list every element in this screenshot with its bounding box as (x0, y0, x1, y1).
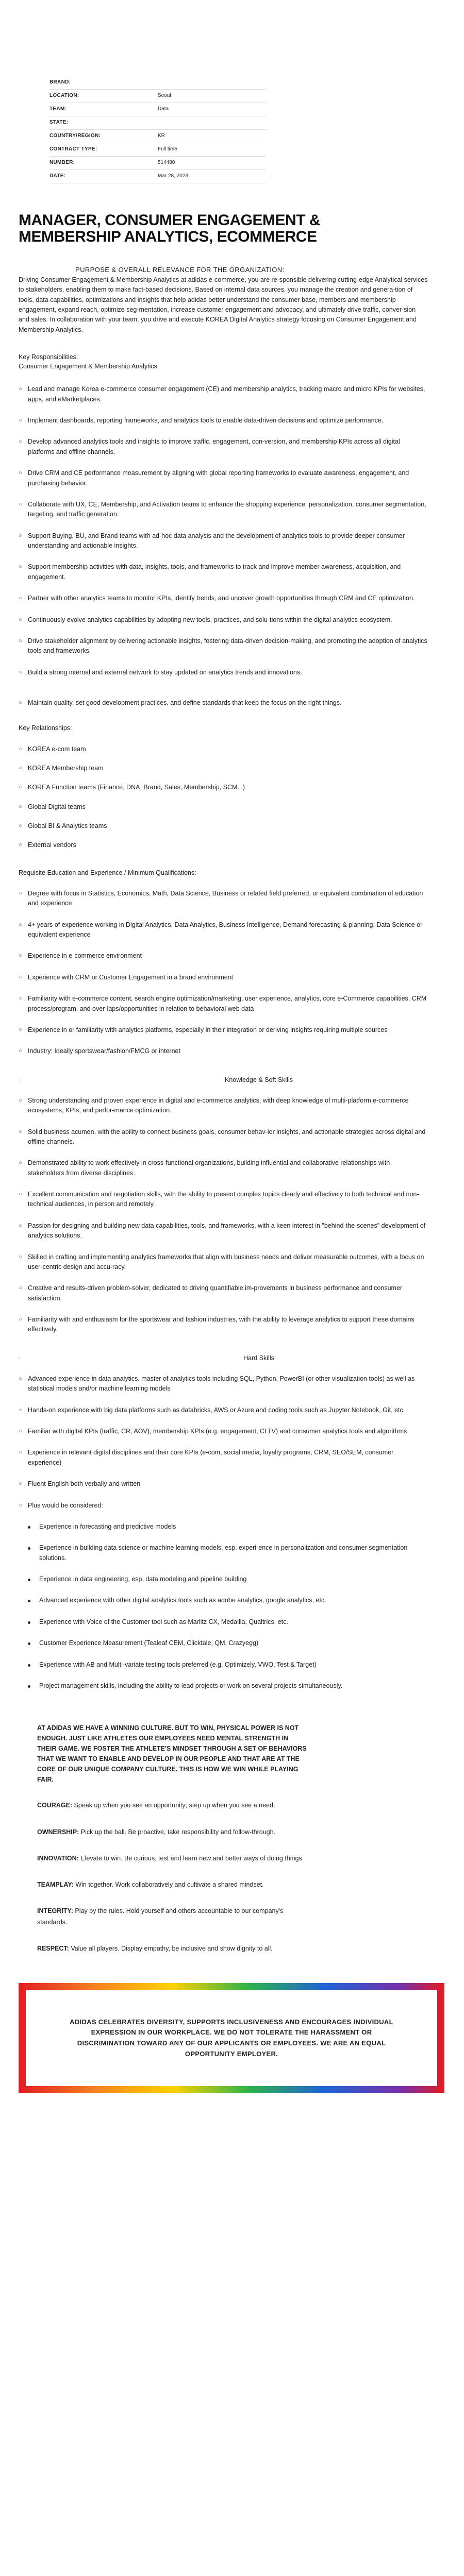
bullet-icon: ○ (19, 386, 22, 393)
list-item: ○ Develop advanced analytics tools and insights to improve traffic, engagement, con-version, and membership KPIs across all digital platforms and offline channels. (19, 438, 400, 455)
list-item: ○ Continuously evolve analytics capabilities by adopting new tools, practices, and solu-tions within the digital analytics ecosystem. (19, 615, 428, 625)
list-item: ○ Partner with other analytics teams to monitor KPIs, identify trends, and uncover growth opportunities through CRM and CE optimization. (19, 594, 428, 603)
meta-value: Full time (158, 146, 177, 152)
value-text: Pick up the ball. Be proactive, take responsibility and follow-through. (80, 1828, 276, 1836)
meta-label: BRAND: (49, 79, 71, 86)
culture-section (19, 1723, 307, 1954)
meta-value: 514480 (158, 160, 175, 166)
list-item: ○ Strong understanding and proven experience in digital and e-commerce analytics, with deep knowledge of multi-platform e-commerce ecosystems, KPIs, and perfor-mance optimization. (19, 1096, 409, 1114)
meta-label: STATE: (49, 120, 69, 126)
bullet-icon: ○ (19, 700, 22, 706)
meta-label: COUNTRY/REGION: (49, 133, 101, 139)
list-item: Experience in data engineering, esp. data modeling and pipeline building (19, 1574, 428, 1584)
bullet-icon (28, 1660, 39, 1670)
bullet-icon: ○ (19, 953, 22, 959)
meta-label: TEAM: (49, 106, 67, 112)
list-item: Experience with Voice of the Customer tool such as Marlitz CX, Medallia, Qualtrics, etc. (19, 1617, 428, 1627)
value-integrity (37, 1906, 307, 1928)
value-respect (37, 1943, 307, 1954)
diversity-banner (19, 1983, 444, 2093)
bullet-icon (28, 1596, 39, 1605)
bullet-icon: ○ (19, 823, 22, 829)
bullet-icon: ○ (19, 765, 22, 771)
value-text: Value all players. Display empathy, be inclusive and show dignity to all. (71, 1944, 273, 1952)
list-item: ○ Advanced experience in data analytics, master of analytics tools including SQL, Python, PowerBI (or other visualization tools) as well as statistical models and/or machine learning models (19, 1375, 415, 1393)
list-item: ○ Global Digital teams (19, 802, 428, 812)
list-item: Experience with AB and Multi-variate testing tools preferred (e.g. Optimizely, VWO, Test & Target) (19, 1660, 428, 1670)
hard-skills-heading: Hard Skills (243, 1354, 274, 1362)
bullet-icon: ○ (19, 616, 22, 623)
bullet-icon: ○ (19, 669, 22, 675)
bullet-icon: ○ (19, 532, 22, 539)
relationships-list (19, 744, 428, 851)
bullet-icon (28, 1638, 39, 1648)
bullet-icon: ○ (19, 890, 22, 896)
knowledge-heading: Knowledge & Soft Skills (224, 1076, 293, 1083)
value-courage (37, 1800, 307, 1811)
bullet-icon: · (19, 1076, 21, 1083)
meta-value: Seoul (158, 93, 171, 99)
bullet-icon: ○ (19, 1097, 22, 1104)
bullet-icon: ○ (19, 438, 22, 445)
value-ownership (37, 1827, 307, 1838)
bullet-icon: ○ (19, 1026, 22, 1033)
list-item: ○ Creative and results-driven problem-solver, dedicated to driving quantifiable im-provements in business performance and consumer satisfaction. (19, 1284, 403, 1302)
list-item: ○ Build a strong internal and external network to stay updated on analytics trends and innovations. (19, 668, 428, 677)
list-item: ○ Maintain quality, set good development practices, and define standards that keep the focus on the right things. (19, 698, 428, 708)
bullet-icon: ○ (19, 637, 22, 644)
bullet-icon: ○ (19, 1222, 22, 1229)
value-text: Elevate to win. Be curious, test and learn new and better ways of doing things. (80, 1854, 304, 1862)
bullet-icon: ○ (19, 417, 22, 424)
meta-value: KR (158, 133, 165, 139)
value-text: Play by the rules. Hold yourself and others accountable to our company's standards. (37, 1907, 284, 1926)
bullet-icon: ○ (19, 974, 22, 980)
list-item: ○ Fluent English both verbally and written (19, 1479, 428, 1489)
list-item: ○ KOREA Membership team (19, 764, 428, 773)
list-item: ○ Lead and manage Korea e-commerce consumer engagement (CE) and membership analytics, tracking macro and micro KPIs for websites, apps, and eMarketplaces. (19, 385, 425, 403)
plus-list (19, 1522, 428, 1691)
requisites-list (19, 889, 428, 1057)
requisite-heading: Requisite Education and Experience / Minimum Qualifications: (19, 869, 196, 876)
knowledge-list (19, 1096, 428, 1335)
list-item: ○ Familiarity with e-commerce content, search engine optimization/marketing, user experience, analytics, core e-Commerce capabilities, CRM process/program, and over-laps/opportunities in relation to behavioral web data (19, 995, 427, 1012)
meta-label: CONTRACT TYPE: (49, 146, 97, 152)
bullet-icon: ○ (19, 1160, 22, 1166)
culture-statement: AT ADIDAS WE HAVE A WINNING CULTURE. BUT TO WIN, PHYSICAL POWER IS NOT ENOUGH. JUST LIKE ATHLETES OUR EMPLOYEES NEED MENTAL STRENGTH IN THEIR GAME. WE FOSTER THE ATHLETE'S MINDSET THROUGH A SET OF BEHAVIORS THAT WE WANT TO ENABLE AND DEVELOP IN OUR PEOPLE AND THAT ARE AT THE CORE OF OUR UNIQUE COMPANY CULTURE. THIS IS HOW WE WIN WHILE PLAYING FAIR. (37, 1724, 307, 1784)
bullet-icon: ○ (19, 564, 22, 570)
hard-skills-heading-row (19, 1353, 428, 1363)
value-name: INNOVATION: (37, 1854, 79, 1862)
list-item: Advanced experience with other digital analytics tools such as adobe analytics, google analytics, etc. (19, 1596, 428, 1605)
bullet-icon: ○ (19, 1253, 22, 1260)
value-name: INTEGRITY: (37, 1907, 73, 1915)
value-name: OWNERSHIP: (37, 1828, 79, 1836)
bullet-icon (28, 1522, 39, 1532)
list-item: Customer Experience Measurement (Tealeaf CEM, Clicktale, QM, Crazyegg) (19, 1638, 428, 1648)
list-item: ○ Hands-on experience with big data platforms such as databricks, AWS or Azure and coding tools such as Jupyter Notebook, Git, etc. (19, 1405, 428, 1415)
responsibilities-list (19, 384, 428, 708)
bullet-icon: ○ (19, 1406, 22, 1413)
list-item: ○ Collaborate with UX, CE, Membership, and Activation teams to enhance the shopping experience, personalization, consumer segmentation, targeting, and traffic generation. (19, 500, 426, 518)
bullet-icon: ○ (19, 470, 22, 477)
list-item: ○ 4+ years of experience working in Digital Analytics, Data Analytics, Business Intelligence, Demand forecasting & planning, Data Science or equivalent experience (19, 921, 423, 939)
bullet-icon: ○ (19, 1191, 22, 1198)
list-item: ○ Familiar with digital KPIs (traffic, CR, AOV), membership KPIs (e.g. engagement, CLTV) and consumer analytics tools and algorithms (19, 1427, 428, 1436)
list-item: ○ Drive CRM and CE performance measurement by aligning with global reporting frameworks to evaluate awareness, engagement, and purchasing behavior. (19, 469, 409, 487)
meta-row (49, 103, 266, 116)
diversity-banner-inner (26, 1990, 437, 2086)
list-item: ○ External vendors (19, 840, 428, 850)
meta-value: Mar 28, 2023 (158, 173, 188, 179)
bullet-icon: ○ (19, 1449, 22, 1456)
bullet-icon: ○ (19, 1502, 22, 1509)
list-item: ○ Passion for designing and building new data capabilities, tools, and frameworks, with a keen interest in "behind-the-scenes" development of analytics solutions. (19, 1222, 426, 1240)
meta-row (49, 116, 266, 130)
list-item: ○ Experience with CRM or Customer Engagement in a brand environment (19, 973, 428, 982)
bullet-icon: ○ (19, 745, 22, 752)
bullet-icon: ○ (19, 1048, 22, 1055)
list-item: ○ Demonstrated ability to work effectively in cross-functional organizations, building influential and collaborative relationships with stakeholders from diverse disciplines. (19, 1159, 390, 1177)
list-item: Experience in forecasting and predictive models (19, 1522, 428, 1532)
meta-label: NUMBER: (49, 160, 75, 166)
responsibilities-subheading: Consumer Engagement & Membership Analytics: (19, 363, 159, 370)
list-item: ○ Plus would be considered: (19, 1501, 428, 1511)
list-item: ○ Solid business acumen, with the ability to connect business goals, consumer behav-ior insights, and actionable strategies across digital and offline channels. (19, 1128, 426, 1145)
purpose-heading: PURPOSE & OVERALL RELEVANCE FOR THE ORGANIZATION: (75, 266, 285, 274)
value-text: Speak up when you see an opportunity; step up when you see a need. (74, 1802, 275, 1809)
bullet-icon: · (19, 1354, 21, 1362)
bullet-icon: ○ (19, 1316, 22, 1323)
knowledge-heading-row (19, 1075, 428, 1084)
bullet-icon: ○ (19, 784, 22, 791)
purpose-text: Driving Consumer Engagement & Membership Analytics at adidas e-commerce, you are re-sponsible delivering cutting-edge Analytical services to stakeholders, enabling them to make fact-based decisions. Based on internal data sources, you manage the creation and genera-tion of tools, data capabilities, optimizations and insights that help adidas better understand the consumer base, members and membership engagement, expand reach, optimize seg-mentation, increase customer engagement and advocacy, and ultimately drive traffic, conver-sion and sales. In collaboration with your team, you drive and execute KOREA Digital Analytics strategy focusing on Consumer Engagement and Membership Analytics. (19, 276, 428, 333)
bullet-icon: ○ (19, 1128, 22, 1135)
job-meta-table (49, 76, 266, 183)
bullet-icon (28, 1617, 39, 1627)
list-item: ○ Industry: Ideally sportswear/fashion/FMCG or internet (19, 1046, 428, 1056)
value-name: TEAMPLAY: (37, 1881, 74, 1889)
value-name: RESPECT: (37, 1944, 69, 1952)
list-item: ○ Excellent communication and negotiation skills, with the ability to present complex topics clearly and effectively to both technical and non-technical audiences, in person and remotely. (19, 1191, 419, 1208)
bullet-icon (28, 1681, 39, 1691)
list-item: ○ KOREA e-com team (19, 744, 428, 754)
list-item: ○ Experience in e-commerce environment (19, 951, 428, 961)
bullet-icon: ○ (19, 1428, 22, 1435)
list-item: ○ Skilled in crafting and implementing analytics frameworks that align with business needs and deliver measurable outcomes, with a focus on user-centric design and accu-racy. (19, 1253, 424, 1270)
meta-row (49, 76, 266, 90)
bullet-icon: ○ (19, 501, 22, 507)
bullet-icon: ○ (19, 995, 22, 1002)
list-item: ○ Experience in or familiarity with analytics platforms, especially in their integration or deriving insights requiring multiple sources (19, 1025, 428, 1035)
bullet-icon: ○ (19, 1285, 22, 1292)
list-item: ○ Global BI & Analytics teams (19, 821, 428, 831)
list-item: ○ Familiarity with and enthusiasm for the sportswear and fashion industries, with the ability to leverage analytics to support these domains effectively. (19, 1316, 415, 1333)
bullet-icon (28, 1543, 39, 1553)
value-teamplay (37, 1879, 307, 1890)
meta-row (49, 90, 266, 103)
meta-label: DATE: (49, 173, 66, 179)
value-innovation (37, 1853, 307, 1864)
hard-skills-list (19, 1374, 428, 1511)
meta-value: Data (158, 106, 169, 112)
list-item: Experience in building data science or machine learning models, esp. experi-ence in personalization and consumer segmentation solutions. (19, 1543, 428, 1563)
meta-label: LOCATION: (49, 93, 79, 99)
list-item: ○ Experience in relevant digital disciplines and their core KPIs (e-com, social media, loyalty programs, CRM, SEO/SEM, consumer experience) (19, 1449, 394, 1466)
meta-row (49, 157, 266, 170)
list-item: ○ KOREA Function teams (Finance, DNA, Brand, Sales, Membership, SCM...) (19, 783, 428, 792)
bullet-icon: ○ (19, 1481, 22, 1487)
responsibilities-heading: Key Responsibilities: (19, 353, 78, 361)
list-item: ○ Support Buying, BU, and Brand teams with ad-hoc data analysis and the development of analytics tools to provide deeper consumer understanding and actionable insights. (19, 532, 405, 550)
bullet-icon: ○ (19, 803, 22, 810)
value-text: Win together. Work collaboratively and cultivate a shared mindset. (75, 1881, 264, 1889)
list-item: ○ Drive stakeholder alignment by delivering actionable insights, fostering data-driven decision-making, and promoting the adoption of analytics tools and frameworks. (19, 637, 427, 655)
bullet-icon: ○ (19, 842, 22, 849)
bullet-icon: ○ (19, 1375, 22, 1382)
list-item: ○ Degree with focus in Statistics, Economics, Math, Data Science, Business or related field preferred, or equivalent combination of education and experience (19, 889, 423, 907)
meta-row (49, 143, 266, 157)
meta-row (49, 130, 266, 143)
meta-row (49, 170, 266, 183)
diversity-statement: ADIDAS CELEBRATES DIVERSITY, SUPPORTS INCLUSIVENESS AND ENCOURAGES INDIVIDUAL EXPRESSION IN OUR WORKPLACE. WE DO NOT TOLERATE THE HARASSMENT OR DISCRIMINATION TOWARD ANY OF OUR APPLICANTS OR EMPLOYEES. WE ARE AN EQUAL OPPORTUNITY EMPLOYER. (70, 2018, 393, 2058)
list-item: ○ Support membership activities with data, insights, tools, and frameworks to track and improve member awareness, acquisition, and engagement. (19, 563, 401, 581)
bullet-icon (28, 1574, 39, 1584)
relationships-heading: Key Relationships: (19, 724, 72, 732)
list-item: Project management skills, including the ability to lead projects or work on several projects simultaneously. (19, 1681, 428, 1691)
bullet-icon: ○ (19, 595, 22, 602)
bullet-icon: ○ (19, 921, 22, 928)
list-item: ○ Implement dashboards, reporting frameworks, and analytics tools to enable data-driven decisions and optimize performance. (19, 416, 428, 426)
value-name: COURAGE: (37, 1802, 73, 1809)
job-title: MANAGER, CONSUMER ENGAGEMENT & MEMBERSHIP ANALYTICS, ECOMMERCE (19, 212, 321, 245)
